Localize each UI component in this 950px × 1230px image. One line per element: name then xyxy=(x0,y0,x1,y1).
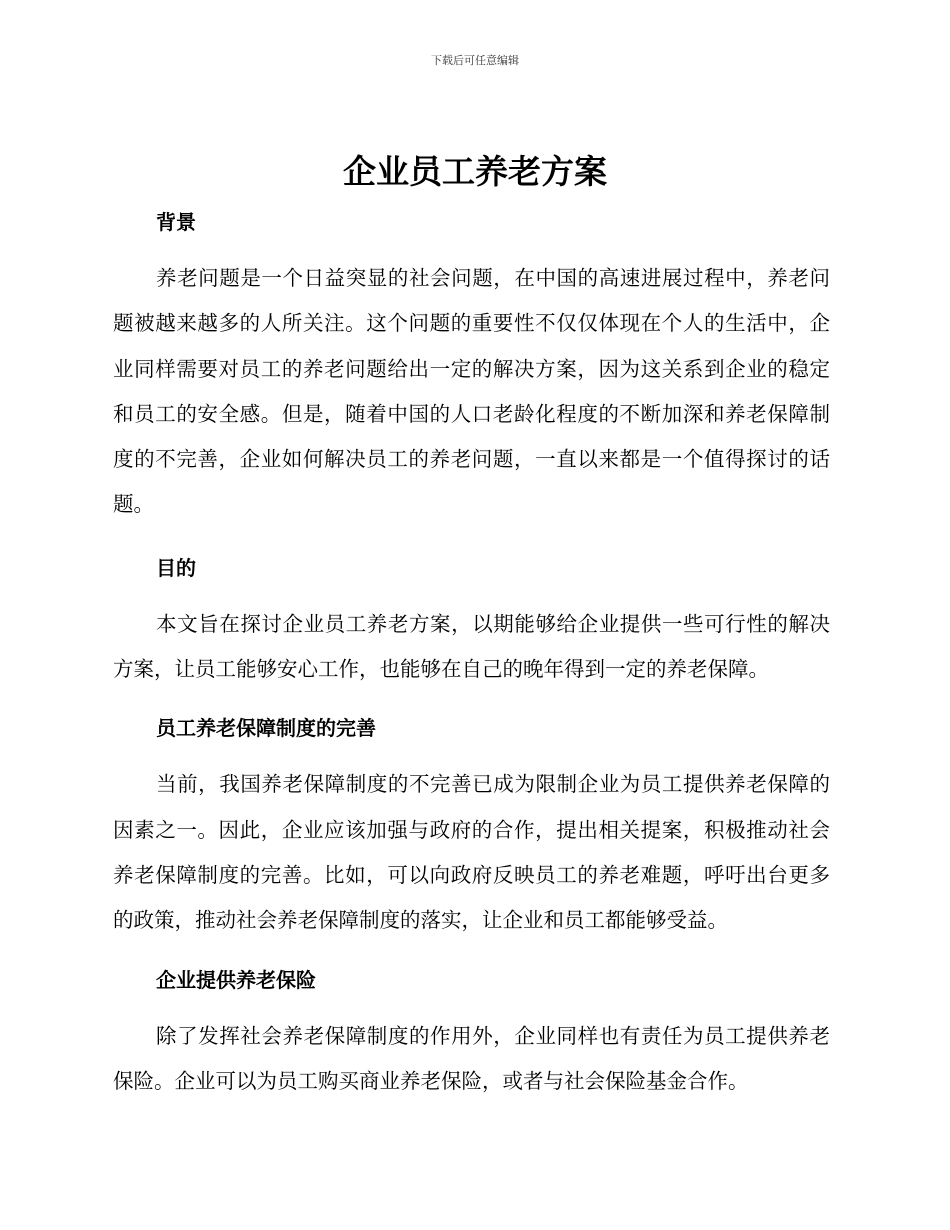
section-purpose xyxy=(113,546,830,693)
section-pension-insurance xyxy=(113,958,830,1105)
section-pension-system xyxy=(113,706,830,943)
document-body xyxy=(113,200,830,1104)
section-paragraph: 除了发挥社会养老保障制度的作用外，企业同样也有责任为员工提供养老保险。企业可以为员工购买商业养老保险，或者与社会保险基金合作。 xyxy=(113,1023,830,1093)
page-header-note: 下载后可任意编辑 xyxy=(431,54,519,67)
section-heading: 企业提供养老保险 xyxy=(156,967,316,992)
document-title: 企业员工养老方案 xyxy=(343,152,607,191)
section-paragraph: 当前，我国养老保障制度的不完善已成为限制企业为员工提供养老保障的因素之一。因此，企业应该加强与政府的合作，提出相关提案，积极推动社会养老保障制度的完善。比如，可以向政府反映员工的养老难题，呼吁出台更多的政策，推动社会养老保障制度的落实，让企业和员工都能够受益。 xyxy=(113,772,830,933)
section-heading: 背景 xyxy=(156,210,196,234)
section-heading: 目的 xyxy=(156,555,196,580)
section-paragraph: 本文旨在探讨企业员工养老方案，以期能够给企业提供一些可行性的解决方案，让员工能够安心工作，也能够在自己的晚年得到一定的养老保障。 xyxy=(113,611,830,682)
section-background xyxy=(113,200,830,528)
section-heading: 员工养老保障制度的完善 xyxy=(156,716,376,741)
section-paragraph: 养老问题是一个日益突显的社会问题，在中国的高速进展过程中，养老问题被越来越多的人所关注。这个问题的重要性不仅仅体现在个人的生活中，企业同样需要对员工的养老问题给出一定的解决方案，因为这关系到企业的稳定和员工的安全感。但是，随着中国的人口老龄化程度的不断加深和养老保障制度的不完善，企业如何解决员工的养老问题，一直以来都是一个值得探讨的话题。 xyxy=(113,266,830,517)
